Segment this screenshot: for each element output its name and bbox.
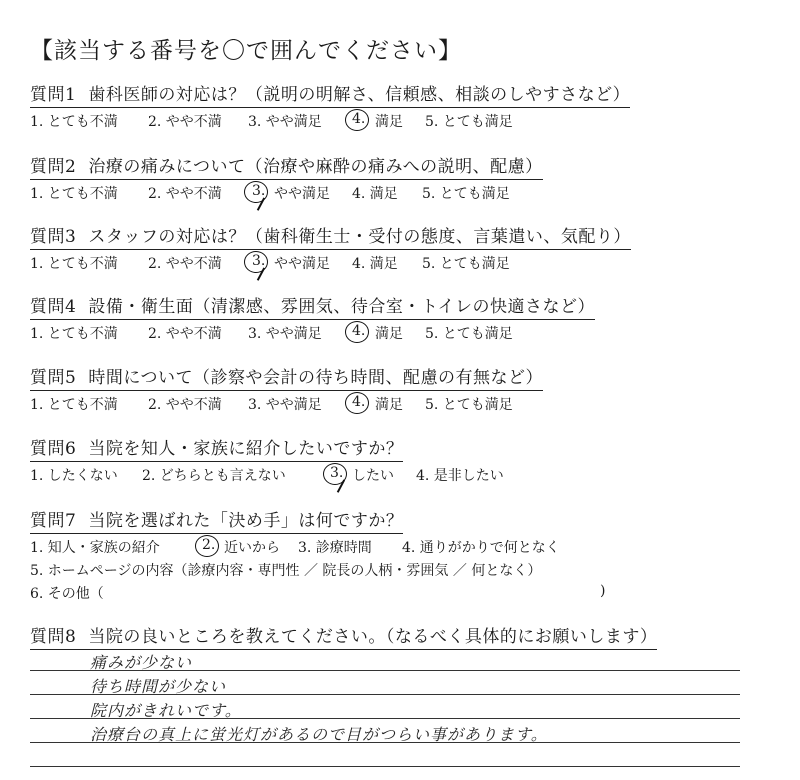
other-close-paren: ) [600, 583, 606, 599]
options-row [30, 183, 543, 203]
question-text: 治療の痛みについて（治療や麻酔の痛みへの説明、配慮） [88, 157, 543, 177]
option-2[interactable]: 2. やや不満 [148, 114, 222, 130]
option-3[interactable]: 3. やや満足 [248, 397, 322, 413]
options-row [30, 394, 543, 414]
form-heading: 【該当する番号を〇で囲んでください】 [30, 38, 462, 64]
question-number: 質問8 [30, 627, 77, 647]
question-text: 当院を知人・家族に紹介したいですか？ [88, 439, 404, 459]
question-text: 当院の良いところを教えてください。（なるべく具体的にお願いします） [88, 627, 658, 647]
option-1[interactable]: 1. とても不満 [30, 186, 118, 202]
question-6 [30, 434, 504, 485]
option-3[interactable]: 3. [252, 183, 266, 199]
option-3-label: やや満足 [274, 186, 330, 202]
option-2[interactable]: 2. [202, 537, 216, 553]
question-title [30, 222, 631, 250]
option-6[interactable]: 6. その他（ [30, 586, 104, 602]
option-3[interactable]: 3. やや満足 [248, 326, 322, 342]
option-2[interactable]: 2. やや不満 [148, 186, 222, 202]
option-4-label: 満足 [375, 326, 403, 342]
option-2[interactable]: 2. どちらとも言えない [142, 468, 286, 484]
option-4[interactable]: 4. 通りがかりで何となく [402, 540, 560, 556]
option-4-label: 満足 [375, 114, 403, 130]
option-2[interactable]: 2. やや不満 [148, 326, 222, 342]
option-2[interactable]: 2. やや不満 [148, 397, 222, 413]
question-number: 質問7 [30, 511, 77, 531]
answer-circle [345, 392, 369, 414]
question-title [30, 506, 403, 534]
question-number: 質問4 [30, 297, 77, 317]
options-row [30, 537, 560, 557]
options-row [30, 111, 630, 131]
question-1 [30, 80, 630, 131]
option-2[interactable]: 2. やや不満 [148, 256, 222, 272]
question-text: 設備・衛生面（清潔感、雰囲気、待合室・トイレの快適さなど） [88, 297, 595, 317]
question-title [30, 292, 595, 320]
option-4[interactable]: 4. 満足 [352, 186, 398, 202]
question-title [30, 152, 543, 180]
option-3[interactable]: 3. [252, 253, 266, 269]
question-number: 質問1 [30, 85, 77, 105]
handwritten-answer: 待ち時間が少ない [90, 677, 227, 696]
option-5[interactable]: 5. とても満足 [425, 326, 513, 342]
question-7 [30, 506, 606, 603]
question-4 [30, 292, 595, 343]
handwritten-answer: 院内がきれいです。 [90, 701, 242, 720]
question-text: スタッフの対応は？（歯科衛生士・受付の態度、言葉遣い、気配り） [88, 227, 631, 247]
question-number: 質問2 [30, 157, 77, 177]
option-4[interactable]: 4. [352, 394, 366, 410]
option-1[interactable]: 1. とても不満 [30, 397, 118, 413]
answer-circle [244, 251, 268, 273]
option-3[interactable]: 3. 診療時間 [298, 540, 372, 556]
question-5 [30, 363, 543, 414]
option-5[interactable]: 5. とても満足 [422, 186, 510, 202]
option-3-label: したい [352, 468, 394, 484]
option-1[interactable]: 1. とても不満 [30, 114, 118, 130]
ruled-line [30, 766, 740, 767]
question-text: 当院を選ばれた「決め手」は何ですか？ [88, 511, 404, 531]
handwritten-answer: 痛みが少ない [90, 653, 193, 672]
handwritten-answer: 治療台の真上に蛍光灯があるので目がつらい事があります。 [90, 725, 548, 744]
option-1[interactable]: 1. 知人・家族の紹介 [30, 540, 160, 556]
option-1[interactable]: 1. したくない [30, 468, 118, 484]
question-number: 質問6 [30, 439, 77, 459]
option-3[interactable]: 3. [330, 465, 344, 481]
question-title [30, 363, 543, 391]
question-title [30, 434, 403, 462]
options-row [30, 253, 631, 273]
answer-circle [345, 109, 369, 131]
question-text: 時間について（診察や会計の待ち時間、配慮の有無など） [88, 368, 543, 388]
options-row-2 [30, 560, 542, 580]
option-1[interactable]: 1. とても不満 [30, 256, 118, 272]
question-8 [30, 622, 657, 650]
option-5[interactable]: 5. とても満足 [425, 397, 513, 413]
answer-circle [195, 535, 219, 557]
options-row [30, 465, 504, 485]
option-4-label: 満足 [375, 397, 403, 413]
option-2-label: 近いから [224, 540, 280, 556]
option-4[interactable]: 4. [352, 111, 366, 127]
answer-circle [345, 321, 369, 343]
question-2 [30, 152, 543, 203]
option-4[interactable]: 4. 是非したい [416, 468, 504, 484]
options-row-3 [30, 583, 606, 603]
question-text: 歯科医師の対応は？（説明の明解さ、信頼感、相談のしやすさなど） [88, 85, 631, 105]
option-3[interactable]: 3. やや満足 [248, 114, 322, 130]
answer-circle [244, 181, 268, 203]
question-3 [30, 222, 631, 273]
option-5[interactable]: 5. とても満足 [422, 256, 510, 272]
option-5[interactable]: 5. とても満足 [425, 114, 513, 130]
option-4[interactable]: 4. 満足 [352, 256, 398, 272]
question-number: 質問3 [30, 227, 77, 247]
option-1[interactable]: 1. とても不満 [30, 326, 118, 342]
options-row [30, 323, 595, 343]
option-4[interactable]: 4. [352, 323, 366, 339]
question-title [30, 80, 630, 108]
question-title [30, 622, 657, 650]
option-3-label: やや満足 [274, 256, 330, 272]
question-number: 質問5 [30, 368, 77, 388]
option-5[interactable]: 5. ホームページの内容（診療内容・専門性 ／ 院長の人柄・雰囲気 ／ 何となく） [30, 563, 542, 579]
